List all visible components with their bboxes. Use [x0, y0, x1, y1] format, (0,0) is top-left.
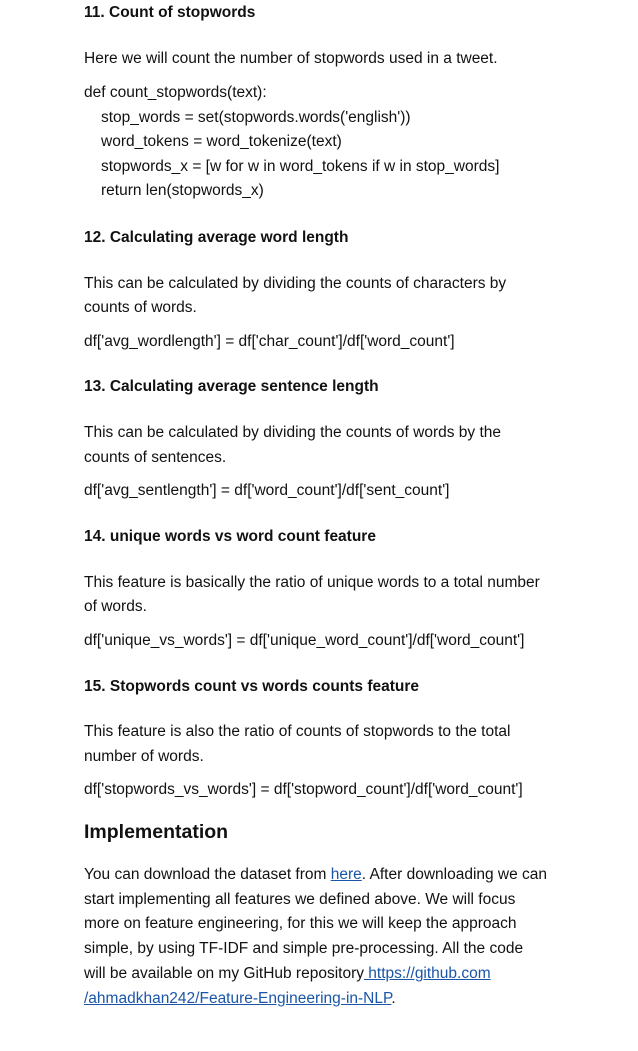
code-line: df['avg_sentlength'] = df['word_count']/df['sent_count']	[84, 482, 450, 499]
section-heading-12: 12. Calculating average word length	[84, 229, 349, 246]
section-heading-15: 15. Stopwords count vs words counts feature	[84, 678, 420, 695]
dataset-download-link[interactable]: here	[330, 866, 362, 883]
section-intro-15-line2: number of words.	[84, 748, 204, 765]
section-intro-14-line1: This feature is basically the ratio of unique words to a total number	[84, 574, 540, 591]
github-repo-link-part2[interactable]: /ahmadkhan242/Feature-Engineering-in-NLP	[84, 990, 392, 1007]
code-line: df['unique_vs_words'] = df['unique_word_count']/df['word_count']	[84, 632, 525, 649]
section-intro-13-line1: This can be calculated by dividing the counts of words by the	[84, 424, 502, 441]
code-line: return len(stopwords_x)	[101, 182, 264, 199]
section-intro-14-line2: of words.	[84, 598, 147, 615]
code-line: df['avg_wordlength'] = df['char_count']/df['word_count']	[84, 333, 455, 350]
implementation-paragraph-line3: more on feature engineering, for this we will keep the approach	[84, 915, 517, 932]
section-heading-11: 11. Count of stopwords	[84, 4, 256, 21]
section-intro-11: Here we will count the number of stopwords used in a tweet.	[84, 50, 498, 67]
implementation-paragraph-line6	[84, 989, 396, 1009]
code-line: word_tokens = word_tokenize(text)	[101, 133, 342, 150]
implementation-paragraph-line2: start implementing all features we defined above. We will focus	[84, 891, 516, 908]
implementation-text: You can download the dataset from	[84, 866, 331, 883]
code-line: df['stopwords_vs_words'] = df['stopword_count']/df['word_count']	[84, 781, 523, 798]
implementation-paragraph-line1	[84, 865, 547, 885]
section-intro-12-line2: counts of words.	[84, 299, 197, 316]
code-line: stop_words = set(stopwords.words('english'))	[101, 109, 411, 126]
section-heading-13: 13. Calculating average sentence length	[84, 378, 379, 395]
section-heading-14: 14. unique words vs word count feature	[84, 528, 376, 545]
implementation-text: .	[391, 990, 396, 1007]
implementation-text: . After downloading we can	[361, 866, 548, 883]
implementation-text: will be available on my GitHub repository	[84, 965, 364, 982]
code-line: stopwords_x = [w for w in word_tokens if w in stop_words]	[101, 158, 500, 175]
code-line: def count_stopwords(text):	[84, 84, 267, 101]
implementation-paragraph-line5	[84, 964, 491, 984]
section-intro-15-line1: This feature is also the ratio of counts of stopwords to the total	[84, 723, 511, 740]
github-repo-link-part1[interactable]: https://github.com	[363, 965, 491, 982]
section-intro-12-line1: This can be calculated by dividing the counts of characters by	[84, 275, 507, 292]
implementation-paragraph-line4: simple, by using TF-IDF and simple pre-processing. All the code	[84, 940, 524, 957]
implementation-heading: Implementation	[84, 821, 229, 843]
section-intro-13-line2: counts of sentences.	[84, 449, 227, 466]
